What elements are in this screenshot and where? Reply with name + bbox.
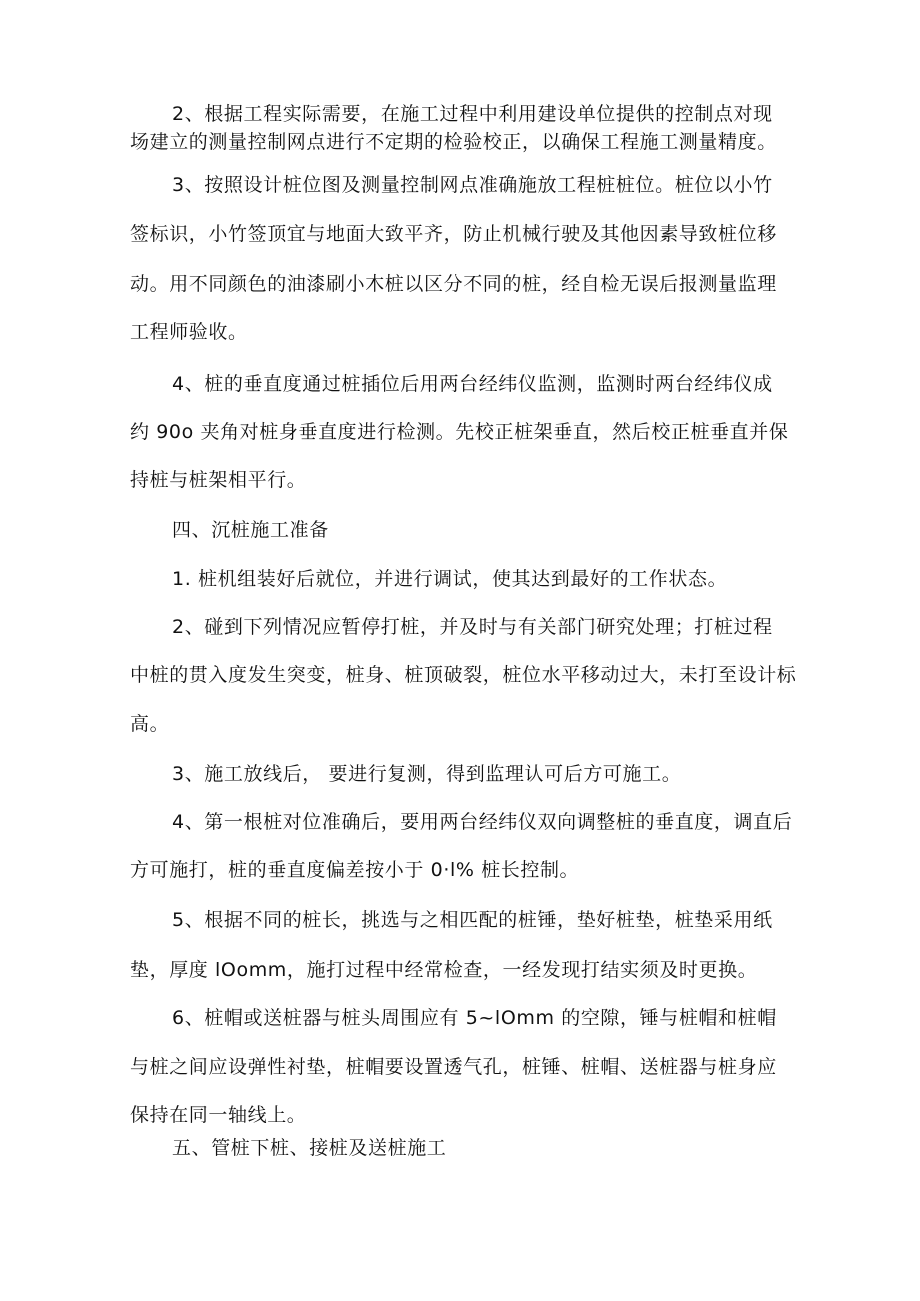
text-line: 4、桩的垂直度通过桩插位后用两台经纬仪监测，监测时两台经纬仪成 xyxy=(172,373,773,395)
text-line: 2、碰到下列情况应暂停打桩，并及时与有关部门研究处理；打桩过程 xyxy=(172,616,773,638)
text-line: 垫，厚度 lOomm，施打过程中经常检查，一经发现打结实须及时更换。 xyxy=(130,959,758,981)
text-line: 与桩之间应设弹性衬垫，桩帽要设置透气孔，桩锤、桩帽、送桩器与桩身应 xyxy=(130,1056,777,1078)
text-line: 5、根据不同的桩长，挑选与之相匹配的桩锤，垫好桩垫，桩垫采用纸 xyxy=(172,909,773,931)
text-line: 6、桩帽或送桩器与桩头周围应有 5~lOmm 的空隙，锤与桩帽和桩帽 xyxy=(172,1007,777,1029)
text-line: 保持在同一轴线上。 xyxy=(130,1104,307,1126)
text-line: 场建立的测量控制网点进行不定期的检验校正，以确保工程施工测量精度。 xyxy=(130,131,777,153)
text-line: 持桩与桩架相平行。 xyxy=(130,469,307,491)
text-line: 动。用不同颜色的油漆刷小木桩以区分不同的桩，经自检无误后报测量监理 xyxy=(130,273,777,295)
text-line: 1. 桩机组装好后就位，并进行调试，使其达到最好的工作状态。 xyxy=(172,568,728,590)
text-line: 工程师验收。 xyxy=(130,321,248,343)
text-line: 2、根据工程实际需要，在施工过程中利用建设单位提供的控制点对现 xyxy=(172,103,773,125)
text-line: 3、施工放线后， 要进行复测，得到监理认可后方可施工。 xyxy=(172,763,682,785)
text-line: 签标识，小竹签顶宜与地面大致平齐，防止机械行驶及其他因素导致桩位移 xyxy=(130,223,777,245)
text-line: 中桩的贯入度发生突变，桩身、桩顶破裂，桩位水平移动过大，未打至设计标 xyxy=(130,664,797,686)
section-heading: 四、沉桩施工准备 xyxy=(172,519,329,541)
text-line: 方可施打，桩的垂直度偏差按小于 0·l% 桩长控制。 xyxy=(130,859,580,881)
text-line: 3、按照设计桩位图及测量控制网点准确施放工程桩桩位。桩位以小竹 xyxy=(172,174,773,196)
text-line: 约 90o 夹角对桩身垂直度进行检测。先校正桩架垂直，然后校正桩垂直并保 xyxy=(130,421,789,443)
text-line: 4、第一根桩对位准确后，要用两台经纬仪双向调整桩的垂直度，调直后 xyxy=(172,811,793,833)
section-heading: 五、管桩下桩、接桩及送桩施工 xyxy=(172,1137,447,1159)
text-line: 高。 xyxy=(130,713,170,735)
